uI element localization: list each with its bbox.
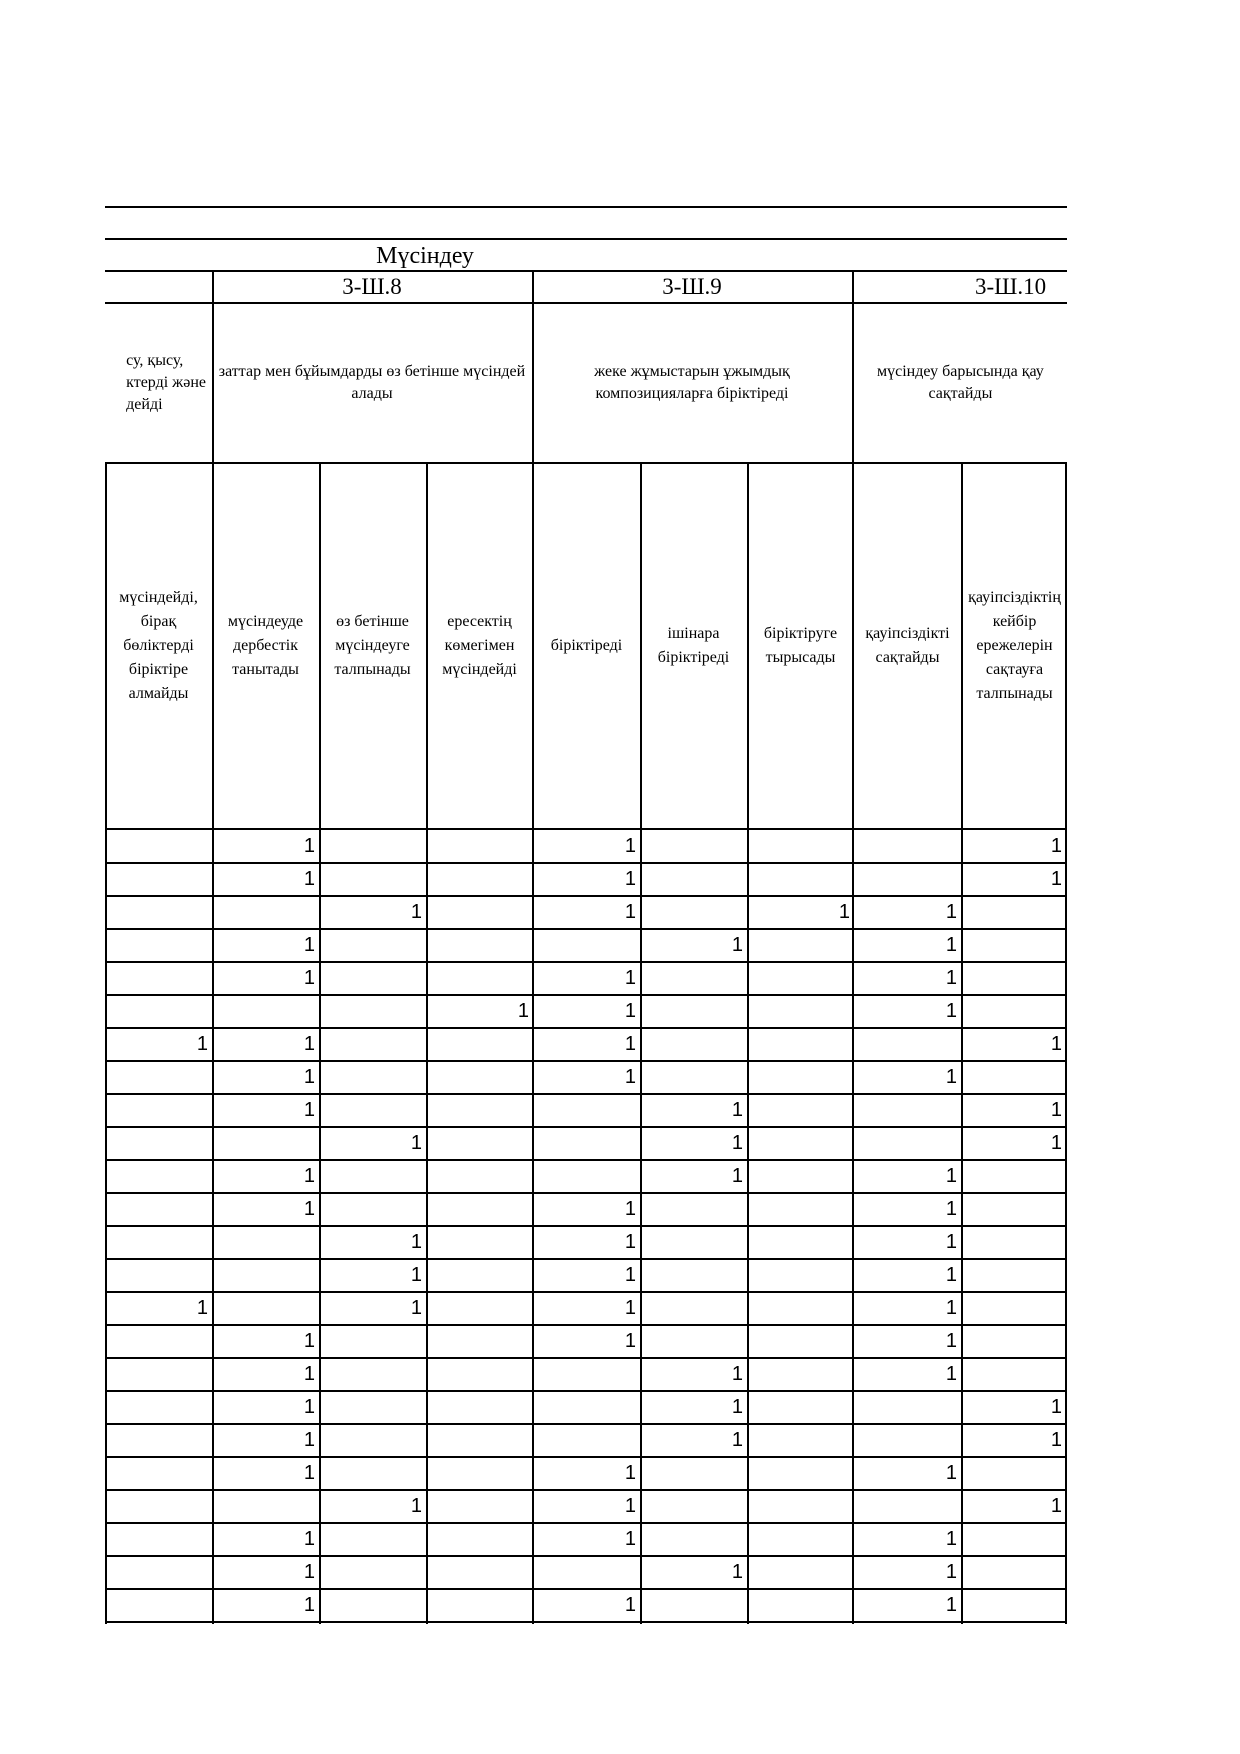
- table-cell: 1: [624, 901, 636, 923]
- table-cell: [747, 1523, 854, 1556]
- table-cell: [533, 929, 640, 962]
- table-cell: [961, 1358, 1066, 1391]
- table-cell: [533, 1160, 640, 1193]
- table-cell: 1: [410, 1297, 422, 1319]
- table-cell: 1: [303, 1198, 315, 1220]
- table-cell: 1: [196, 1297, 208, 1319]
- table-cell: [961, 1325, 1066, 1358]
- table-cell: [319, 1589, 426, 1622]
- table-cell: 1: [624, 1198, 636, 1220]
- table-cell: [854, 1127, 961, 1160]
- table-cell: 1: [731, 1561, 743, 1583]
- table-cell: 1: [1050, 1132, 1062, 1154]
- table-cell: 1: [945, 1264, 957, 1286]
- table-cell: [426, 1523, 533, 1556]
- criterion: ішінара біріктіреді: [657, 625, 730, 666]
- criterion: қауіпсіздікті сақтайды: [865, 625, 950, 666]
- table-cell: [105, 1556, 212, 1589]
- table-cell: [105, 1127, 212, 1160]
- table-cell: [747, 1028, 854, 1061]
- table-cell: 1: [1050, 1033, 1062, 1055]
- table-cell: [747, 1226, 854, 1259]
- table-cell: [747, 1094, 854, 1127]
- table-cell: [747, 1127, 854, 1160]
- table-cell: [747, 1160, 854, 1193]
- table-cell: [747, 1457, 854, 1490]
- table-cell: [319, 1061, 426, 1094]
- table-cell: 1: [945, 1363, 957, 1385]
- table-cell: [640, 1325, 747, 1358]
- table-cell: [747, 1391, 854, 1424]
- table-cell: [640, 830, 747, 863]
- code-3-sh-8: 3-Ш.8: [342, 274, 402, 299]
- table-cell: [961, 1160, 1066, 1193]
- table-cell: 1: [624, 868, 636, 890]
- table-cell: [426, 1061, 533, 1094]
- table-cell: [854, 1424, 961, 1457]
- table-cell: [319, 1457, 426, 1490]
- table-cell: 1: [624, 1297, 636, 1319]
- table-cell: [961, 1523, 1066, 1556]
- table-cell: 1: [624, 1264, 636, 1286]
- table-cell: [105, 995, 212, 1028]
- table-cell: 1: [945, 1000, 957, 1022]
- code-3-sh-9: 3-Ш.9: [662, 274, 722, 299]
- table-cell: [319, 1094, 426, 1127]
- table-cell: [747, 1292, 854, 1325]
- table-cell: 1: [731, 1363, 743, 1385]
- table-cell: [319, 830, 426, 863]
- table-cell: 1: [1050, 1396, 1062, 1418]
- table-cell: 1: [410, 1264, 422, 1286]
- table-cell: [854, 1028, 961, 1061]
- table-cell: 1: [1050, 1429, 1062, 1451]
- table-cell: 1: [731, 1099, 743, 1121]
- table-cell: 1: [838, 901, 850, 923]
- table-cell: [747, 1490, 854, 1523]
- table-cell: 1: [624, 1033, 636, 1055]
- table-cell: [640, 995, 747, 1028]
- table-cell: 1: [1050, 835, 1062, 857]
- table-cell: [319, 1193, 426, 1226]
- table-cell: [747, 830, 854, 863]
- table-cell: 1: [410, 1495, 422, 1517]
- table-cell: [961, 1226, 1066, 1259]
- table-cell: 1: [303, 1462, 315, 1484]
- table-cell: [319, 1424, 426, 1457]
- table-cell: [105, 830, 212, 863]
- table-cell: 1: [945, 1297, 957, 1319]
- table-cell: [533, 1556, 640, 1589]
- table-cell: 1: [624, 1330, 636, 1352]
- section-title: Мүсіндеу: [376, 243, 474, 269]
- criterion: мүсіндеуде дербестік танытады: [227, 613, 304, 678]
- table-cell: 1: [624, 1462, 636, 1484]
- table-cell: [319, 962, 426, 995]
- row-rule: [105, 1621, 1067, 1623]
- table-cell: [854, 1094, 961, 1127]
- table-cell: [105, 962, 212, 995]
- criterion: ересектің көмегімен мүсіндейді: [442, 613, 517, 678]
- table-cell: 1: [517, 1000, 529, 1022]
- table-cell: [105, 1589, 212, 1622]
- table-cell: [961, 1556, 1066, 1589]
- table-cell: [319, 1556, 426, 1589]
- table-cell: [640, 1259, 747, 1292]
- table-cell: [319, 1391, 426, 1424]
- table-cell: [533, 1358, 640, 1391]
- table-cell: [105, 1061, 212, 1094]
- table-cell: 1: [1050, 1099, 1062, 1121]
- goal-3-sh-9: жеке жұмыстарын ұжымдық композицияларға біріктіреді: [594, 363, 790, 402]
- table-cell: 1: [945, 1330, 957, 1352]
- goal-cut-left: су, қысу, ктерді және дейді: [126, 352, 206, 413]
- table-cell: [747, 1193, 854, 1226]
- table-cell: 1: [303, 1528, 315, 1550]
- table-cell: 1: [410, 1132, 422, 1154]
- table-cell: [105, 1259, 212, 1292]
- table-cell: [212, 1127, 319, 1160]
- table-cell: 1: [731, 1165, 743, 1187]
- table-cell: [105, 1391, 212, 1424]
- table-cell: 1: [624, 967, 636, 989]
- table-cell: [105, 1226, 212, 1259]
- table-cell: [105, 1457, 212, 1490]
- table-cell: 1: [303, 1429, 315, 1451]
- table-cell: 1: [945, 1066, 957, 1088]
- criterion-cut-left: мүсіндейді, бірақ бөліктерді біріктіре алмайды: [119, 589, 198, 702]
- table-cell: [426, 1094, 533, 1127]
- table-cell: [105, 863, 212, 896]
- table-cell: 1: [945, 934, 957, 956]
- table-cell: 1: [303, 1363, 315, 1385]
- table-cell: [426, 1226, 533, 1259]
- table-cell: 1: [624, 1231, 636, 1253]
- table-cell: 1: [303, 1561, 315, 1583]
- table-cell: [640, 1193, 747, 1226]
- table-cell: [319, 995, 426, 1028]
- table-cell: [105, 1490, 212, 1523]
- table-cell: 1: [303, 1033, 315, 1055]
- table-cell: 1: [303, 1330, 315, 1352]
- table-cell: [747, 1589, 854, 1622]
- table-cell: [747, 1556, 854, 1589]
- criterion: өз бетінше мүсіндеуге талпынады: [334, 613, 411, 678]
- table-cell: 1: [731, 1429, 743, 1451]
- table-cell: [961, 1589, 1066, 1622]
- table-cell: [426, 1457, 533, 1490]
- criterion: қауіпсіздіктің кейбір ережелерін сақтауға талпынады: [968, 589, 1061, 702]
- table-cell: [533, 1391, 640, 1424]
- table-cell: 1: [303, 1066, 315, 1088]
- table-cell: 1: [303, 934, 315, 956]
- table-cell: [319, 1028, 426, 1061]
- table-cell: [426, 1424, 533, 1457]
- table-cell: [854, 1490, 961, 1523]
- table-cell: [426, 1160, 533, 1193]
- table-cell: 1: [303, 1594, 315, 1616]
- table-cell: [426, 1193, 533, 1226]
- table-cell: [533, 1127, 640, 1160]
- table-cell: [426, 962, 533, 995]
- table-cell: [426, 1127, 533, 1160]
- table-cell: [105, 1094, 212, 1127]
- table-cell: 1: [303, 1165, 315, 1187]
- table-cell: 1: [731, 1396, 743, 1418]
- table-cell: [105, 1160, 212, 1193]
- table-cell: [961, 962, 1066, 995]
- criterion: біріктіреді: [550, 637, 623, 654]
- table-cell: 1: [945, 967, 957, 989]
- table-cell: [961, 1292, 1066, 1325]
- table-cell: 1: [945, 1528, 957, 1550]
- table-cell: 1: [624, 1528, 636, 1550]
- table-cell: [105, 1193, 212, 1226]
- criterion: біріктіруге тырысады: [763, 625, 838, 666]
- table-cell: [747, 929, 854, 962]
- table-cell: [426, 929, 533, 962]
- table-cell: [640, 1523, 747, 1556]
- table-cell: [426, 1391, 533, 1424]
- table-cell: [640, 1028, 747, 1061]
- table-cell: [426, 1292, 533, 1325]
- assessment-sheet: [105, 0, 1067, 1754]
- top-rule: [105, 238, 1067, 240]
- table-cell: [747, 962, 854, 995]
- table-cell: 1: [624, 1594, 636, 1616]
- table-cell: [212, 896, 319, 929]
- table-cell: 1: [945, 1462, 957, 1484]
- table-cell: 1: [624, 1000, 636, 1022]
- table-cell: [426, 1358, 533, 1391]
- table-cell: [747, 863, 854, 896]
- table-cell: [747, 1325, 854, 1358]
- table-cell: [854, 830, 961, 863]
- table-cell: [319, 1523, 426, 1556]
- top-rule: [105, 206, 1067, 208]
- goal-3-sh-8: заттар мен бұйымдарды өз бетінше мүсіндей алады: [218, 363, 526, 402]
- table-cell: [212, 1226, 319, 1259]
- table-cell: 1: [945, 1165, 957, 1187]
- table-cell: [640, 1490, 747, 1523]
- table-cell: [961, 1457, 1066, 1490]
- table-cell: [319, 1358, 426, 1391]
- table-cell: [319, 863, 426, 896]
- table-cell: [426, 863, 533, 896]
- table-cell: 1: [196, 1033, 208, 1055]
- table-cell: [854, 1391, 961, 1424]
- table-cell: 1: [303, 868, 315, 890]
- table-cell: [640, 1292, 747, 1325]
- table-cell: [640, 896, 747, 929]
- table-cell: [105, 1358, 212, 1391]
- table-cell: [747, 1358, 854, 1391]
- table-cell: 1: [1050, 1495, 1062, 1517]
- table-cell: 1: [303, 967, 315, 989]
- table-cell: [961, 1061, 1066, 1094]
- table-cell: [961, 1193, 1066, 1226]
- table-cell: [426, 1028, 533, 1061]
- code-3-sh-10: 3-Ш.10: [975, 274, 1047, 299]
- table-cell: [212, 995, 319, 1028]
- table-cell: [640, 1226, 747, 1259]
- table-cell: [533, 1094, 640, 1127]
- table-cell: [105, 929, 212, 962]
- table-cell: [319, 1325, 426, 1358]
- table-cell: [426, 1589, 533, 1622]
- table-cell: 1: [945, 1231, 957, 1253]
- table-cell: 1: [624, 1495, 636, 1517]
- table-cell: [533, 1424, 640, 1457]
- table-cell: 1: [410, 1231, 422, 1253]
- table-cell: [961, 1259, 1066, 1292]
- table-cell: 1: [945, 1561, 957, 1583]
- table-cell: [747, 1424, 854, 1457]
- table-cell: [212, 1259, 319, 1292]
- table-cell: [961, 995, 1066, 1028]
- table-cell: [426, 1556, 533, 1589]
- table-cell: 1: [1050, 868, 1062, 890]
- table-cell: [747, 995, 854, 1028]
- table-cell: [426, 896, 533, 929]
- table-cell: [426, 1259, 533, 1292]
- table-cell: 1: [624, 1066, 636, 1088]
- table-cell: [105, 1523, 212, 1556]
- table-cell: [212, 1292, 319, 1325]
- table-cell: 1: [945, 1198, 957, 1220]
- table-cell: [961, 896, 1066, 929]
- table-cell: [961, 929, 1066, 962]
- table-cell: [640, 863, 747, 896]
- table-cell: [854, 863, 961, 896]
- table-cell: [105, 896, 212, 929]
- table-cell: 1: [945, 901, 957, 923]
- table-cell: [640, 1589, 747, 1622]
- table-cell: 1: [945, 1594, 957, 1616]
- table-cell: [105, 1424, 212, 1457]
- table-cell: [640, 1061, 747, 1094]
- table-cell: 1: [303, 1099, 315, 1121]
- goal-3-sh-10: мүсіндеу барысында қау сақтайды: [877, 363, 1044, 402]
- table-cell: [212, 1490, 319, 1523]
- table-cell: 1: [624, 835, 636, 857]
- table-cell: [426, 1325, 533, 1358]
- table-cell: [747, 1061, 854, 1094]
- table-cell: [426, 1490, 533, 1523]
- table-cell: [426, 830, 533, 863]
- table-cell: 1: [731, 1132, 743, 1154]
- table-cell: [319, 1160, 426, 1193]
- table-cell: 1: [410, 901, 422, 923]
- table-cell: 1: [731, 934, 743, 956]
- table-cell: [319, 929, 426, 962]
- table-cell: 1: [303, 1396, 315, 1418]
- table-cell: [105, 1325, 212, 1358]
- table-cell: [640, 962, 747, 995]
- table-cell: 1: [303, 835, 315, 857]
- table-cell: [640, 1457, 747, 1490]
- table-cell: [747, 1259, 854, 1292]
